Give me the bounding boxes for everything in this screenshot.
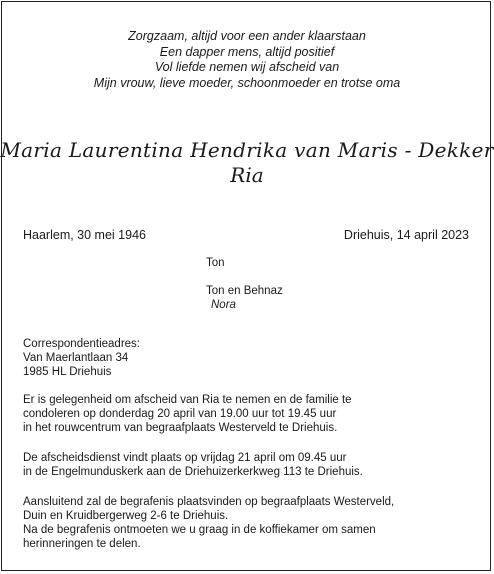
paragraph-line: De afscheidsdienst vindt plaats op vrijdag 21 april om 09.45 uur xyxy=(23,452,347,464)
grandchild-name: Nora xyxy=(211,299,236,311)
address-line: 1985 HL Driehuis xyxy=(23,366,112,378)
child-names: Ton en Behnaz xyxy=(206,285,283,297)
address-line: Correspondentieadres: xyxy=(23,338,140,350)
address-line: Van Maerlantlaan 34 xyxy=(23,352,129,364)
family-list xyxy=(206,256,283,312)
paragraph-line: herinneringen te delen. xyxy=(23,538,141,550)
paragraph-line: condoleren op donderdag 20 april van 19.00 uur tot 19.45 uur xyxy=(23,408,337,420)
service-paragraph xyxy=(23,451,363,479)
birth-place-date: Haarlem, 30 mei 1946 xyxy=(23,228,146,242)
paragraph-line: Duin en Kruidbergerweg 2-6 te Driehuis. xyxy=(23,510,229,522)
paragraph-line: Er is gelegenheid om afscheid van Ria te nemen en de familie te xyxy=(23,394,352,406)
burial-paragraph xyxy=(23,495,394,551)
paragraph-line: in de Engelmunduskerk aan de Driehuizerkerkweg 113 te Driehuis. xyxy=(23,466,363,478)
poem-line: Zorgzaam, altijd voor een ander klaarstaan xyxy=(128,29,366,43)
poem xyxy=(0,29,494,91)
correspondence-address xyxy=(23,337,140,379)
death-place-date: Driehuis, 14 april 2023 xyxy=(343,228,469,242)
paragraph-line: in het rouwcentrum van begraafplaats Westerveld te Driehuis. xyxy=(23,422,338,434)
spouse-name: Ton xyxy=(206,257,225,269)
poem-line: Vol liefde nemen wij afscheid van xyxy=(154,60,340,74)
condolence-paragraph xyxy=(23,393,352,435)
paragraph-line: Aansluitend zal de begrafenis plaatsvinden op begraafplaats Westerveld, xyxy=(23,496,395,508)
deceased-nickname: Ria xyxy=(230,163,264,187)
poem-line: Mijn vrouw, lieve moeder, schoonmoeder en trotse oma xyxy=(93,75,401,90)
paragraph-line: Na de begrafenis ontmoeten we u graag in de koffiekamer om samen xyxy=(23,524,376,536)
deceased-full-name: Maria Laurentina Hendrika van Maris - Dekker xyxy=(0,138,494,162)
poem-line: Een dapper mens, altijd positief xyxy=(159,44,335,59)
